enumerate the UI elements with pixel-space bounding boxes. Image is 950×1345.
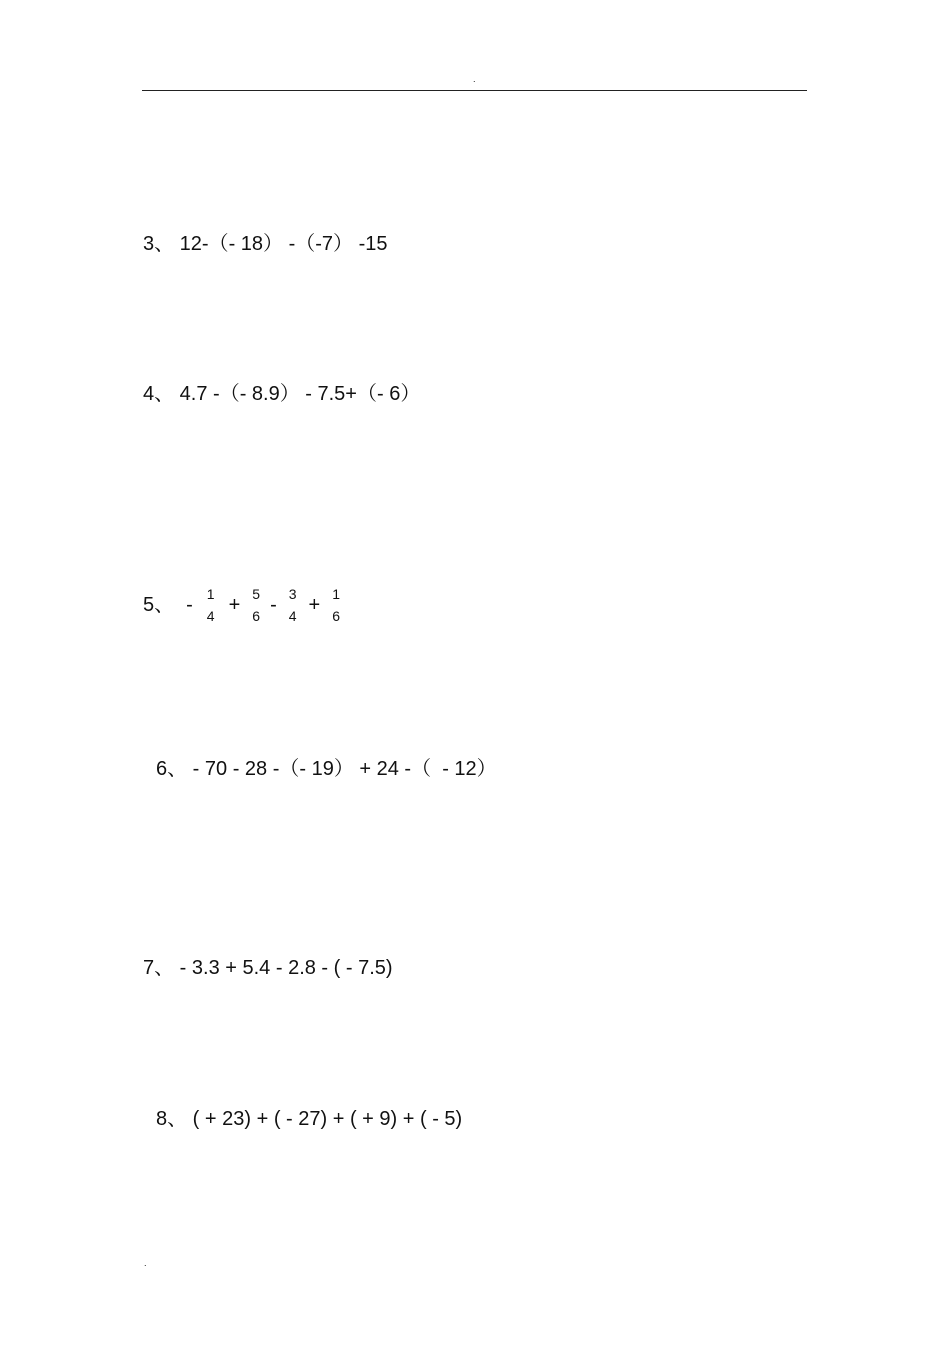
fraction-3-numerator: 3 [288, 585, 297, 602]
fraction-2 [252, 586, 260, 625]
fraction-1-numerator: 1 [206, 585, 215, 602]
fraction-3 [289, 586, 297, 625]
fraction-2-numerator: 5 [252, 585, 261, 602]
fraction-4 [332, 586, 340, 625]
problem-5-operator-2: - [270, 594, 277, 616]
problem-5 [143, 583, 346, 627]
problem-3: 3、 12-（- 18） -（-7） -15 [143, 233, 388, 255]
fraction-4-denominator: 6 [332, 607, 341, 624]
fraction-2-denominator: 6 [252, 607, 261, 624]
fraction-3-denominator: 4 [288, 607, 297, 624]
header-mark: . [473, 74, 476, 84]
fraction-1-denominator: 4 [206, 607, 215, 624]
fraction-4-numerator: 1 [332, 585, 341, 602]
problem-5-label: 5、 [143, 594, 175, 616]
problem-6: 6、 - 70 - 28 -（- 19） + 24 -（ - 12） [156, 758, 497, 780]
problem-5-operator-3: + [308, 594, 321, 616]
fraction-1 [207, 586, 215, 625]
problem-7: 7、 - 3.3 + 5.4 - 2.8 - ( - 7.5) [143, 957, 393, 979]
problem-8: 8、 ( + 23) + ( - 27) + ( + 9) + ( - 5) [156, 1108, 463, 1130]
header-rule [142, 90, 807, 91]
footer-mark: . [144, 1258, 147, 1268]
problem-5-leading-sign: - [186, 594, 193, 616]
problem-4: 4、 4.7 -（- 8.9） - 7.5+（- 6） [143, 383, 421, 405]
problem-5-operator-1: + [228, 594, 241, 616]
